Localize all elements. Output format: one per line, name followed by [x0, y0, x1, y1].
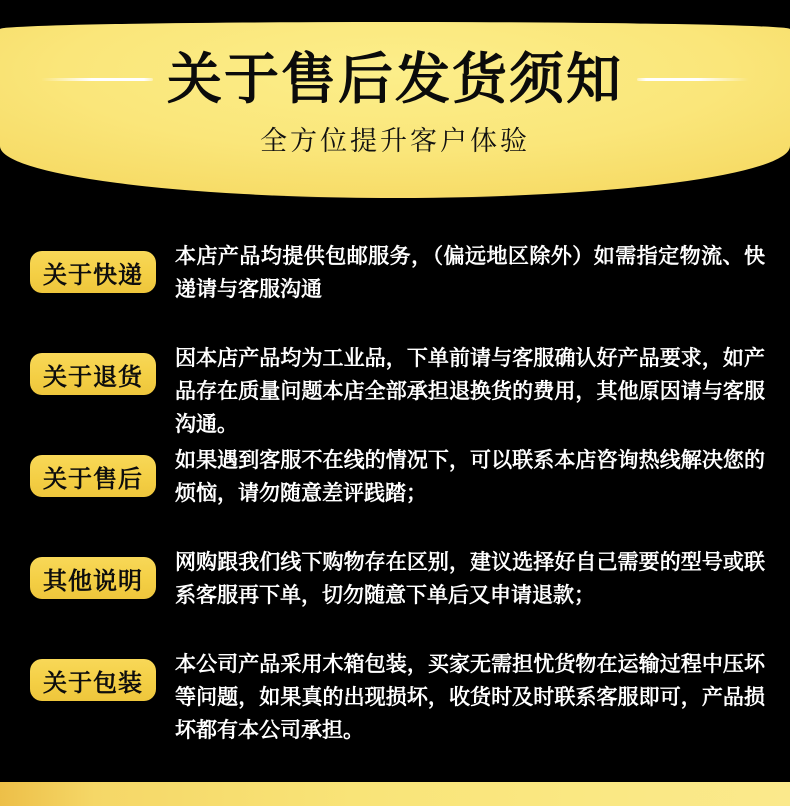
notice-text: 网购跟我们线下购物存在区别，建议选择好自己需要的型号或联系客服再下单，切勿随意下单后又申请退款； — [175, 551, 765, 607]
bottom-gold-bar — [0, 782, 790, 806]
notice-row-aftersales — [30, 444, 765, 510]
notice-row-shipping — [30, 240, 765, 306]
notice-text: 如果遇到客服不在线的情况下，可以联系本店咨询热线解决您的烦恼，请勿随意差评践踏； — [175, 449, 765, 505]
page-subtitle: 全方位提升客户体验 — [260, 126, 530, 156]
notice-row-packaging — [30, 648, 765, 747]
notice-label: 其他说明 — [30, 557, 156, 599]
notice-text: 本店产品均提供包邮服务，（偏远地区除外）如需指定物流、快递请与客服沟通 — [175, 245, 765, 301]
notice-text: 本公司产品采用木箱包装，买家无需担忧货物在运输过程中压坏等问题，如果真的出现损坏，收货时及时联系客服即可，产品损坏都有本公司承担。 — [175, 653, 765, 742]
notice-row-other — [30, 546, 765, 612]
notice-label: 关于快递 — [30, 251, 156, 293]
notice-label: 关于包装 — [30, 659, 156, 701]
notice-text: 因本店产品均为工业品，下单前请与客服确认好产品要求，如产品存在质量问题本店全部承担退换货的费用，其他原因请与客服沟通。 — [175, 347, 765, 436]
notice-label: 关于退货 — [30, 353, 156, 395]
notice-label: 关于售后 — [30, 455, 156, 497]
notice-row-returns — [30, 342, 765, 441]
page-title: 关于售后发货须知 — [166, 48, 623, 110]
